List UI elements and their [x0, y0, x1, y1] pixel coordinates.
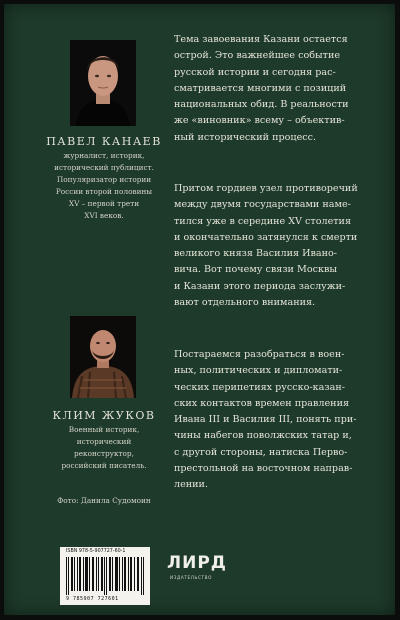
text-line: сматривается многими с позиций [174, 82, 347, 94]
text-line: между двумя государствами наме- [174, 199, 351, 211]
text-line: Постараемся разобраться в воен- [174, 349, 345, 360]
author2-name: КЛИМ ЖУКОВ [52, 409, 156, 422]
text-line: ных, политических и дипломати- [174, 365, 343, 377]
text-line: вича. Вот почему связи Москвы [174, 264, 337, 276]
author1-bio-line: Популяризатор истории [56, 175, 152, 184]
barcode-digits: 9 785907 727601 [66, 596, 119, 602]
barcode-bars-icon [66, 557, 146, 595]
text-line: лении. [174, 479, 209, 491]
annotation-paragraph-3 [174, 347, 388, 494]
publisher-logo [167, 553, 227, 585]
text-line: чины набегов поволжских татар и, [174, 430, 352, 442]
author-photo-pavel-kanaev [70, 40, 136, 126]
publisher-logo-word: ЛИРД [167, 553, 227, 573]
author2-bio-line: исторический [76, 437, 132, 446]
author2-bio-line: реконструктор, [74, 449, 134, 458]
text-line: ческих перипетиях русско-казан- [174, 381, 345, 393]
author1-bio-line: исторический публицист. [54, 163, 154, 172]
text-line: престольной на восточном направ- [174, 463, 353, 475]
publisher-logo-subtitle: ИЗДАТЕЛЬСТВО [170, 575, 213, 580]
text-line: ный исторический процесс. [174, 131, 317, 143]
isbn-barcode [60, 547, 150, 605]
author1-bio-line: XV – первой трети [68, 199, 140, 208]
text-line: острой. Это важнейшее событие [174, 50, 341, 62]
author1-name: ПАВЕЛ КАНАЕВ [46, 135, 162, 148]
isbn-number: ISBN 978-5-907727-60-1 [66, 549, 126, 554]
author2-bio-line: российский писатель. [61, 461, 147, 470]
text-line: великого князя Василия Ивано- [174, 248, 337, 260]
text-line: вают отдельного внимания. [174, 297, 316, 309]
photo-credit: Фото: Данила Судомоин [57, 496, 151, 505]
text-line: Тема завоевания Казани остается [174, 34, 348, 45]
author1-bio-line: XVI веков. [84, 211, 124, 220]
author1-bio-line: России второй половины [55, 187, 153, 196]
author-photo-klim-zhukov [70, 316, 136, 398]
text-line: ских контактов времен правления [174, 397, 350, 409]
text-line: и окончательно затянулся к смерти [174, 231, 358, 243]
text-line: же «виновник» всему – объектив- [174, 115, 345, 127]
text-line: с другой стороны, натиска Перво- [174, 446, 348, 458]
book-back-cover [4, 4, 395, 615]
author2-bio-line: Военный историк, [68, 425, 140, 434]
text-line: Ивана III и Василия III, понять при- [174, 414, 357, 426]
text-line: тился уже в середине XV столетия [174, 215, 352, 227]
text-line: национальных обид. В реальности [174, 99, 349, 111]
annotation-paragraph-1 [174, 32, 388, 146]
text-line: и Казани этого периода заслужи- [174, 280, 346, 292]
text-line: Притом гордиев узел противоречий [174, 183, 358, 194]
annotation-paragraph-2 [174, 181, 388, 311]
text-line: русской истории и сегодня рас- [174, 66, 336, 78]
author1-bio-line: журналист, историк, [63, 151, 145, 160]
